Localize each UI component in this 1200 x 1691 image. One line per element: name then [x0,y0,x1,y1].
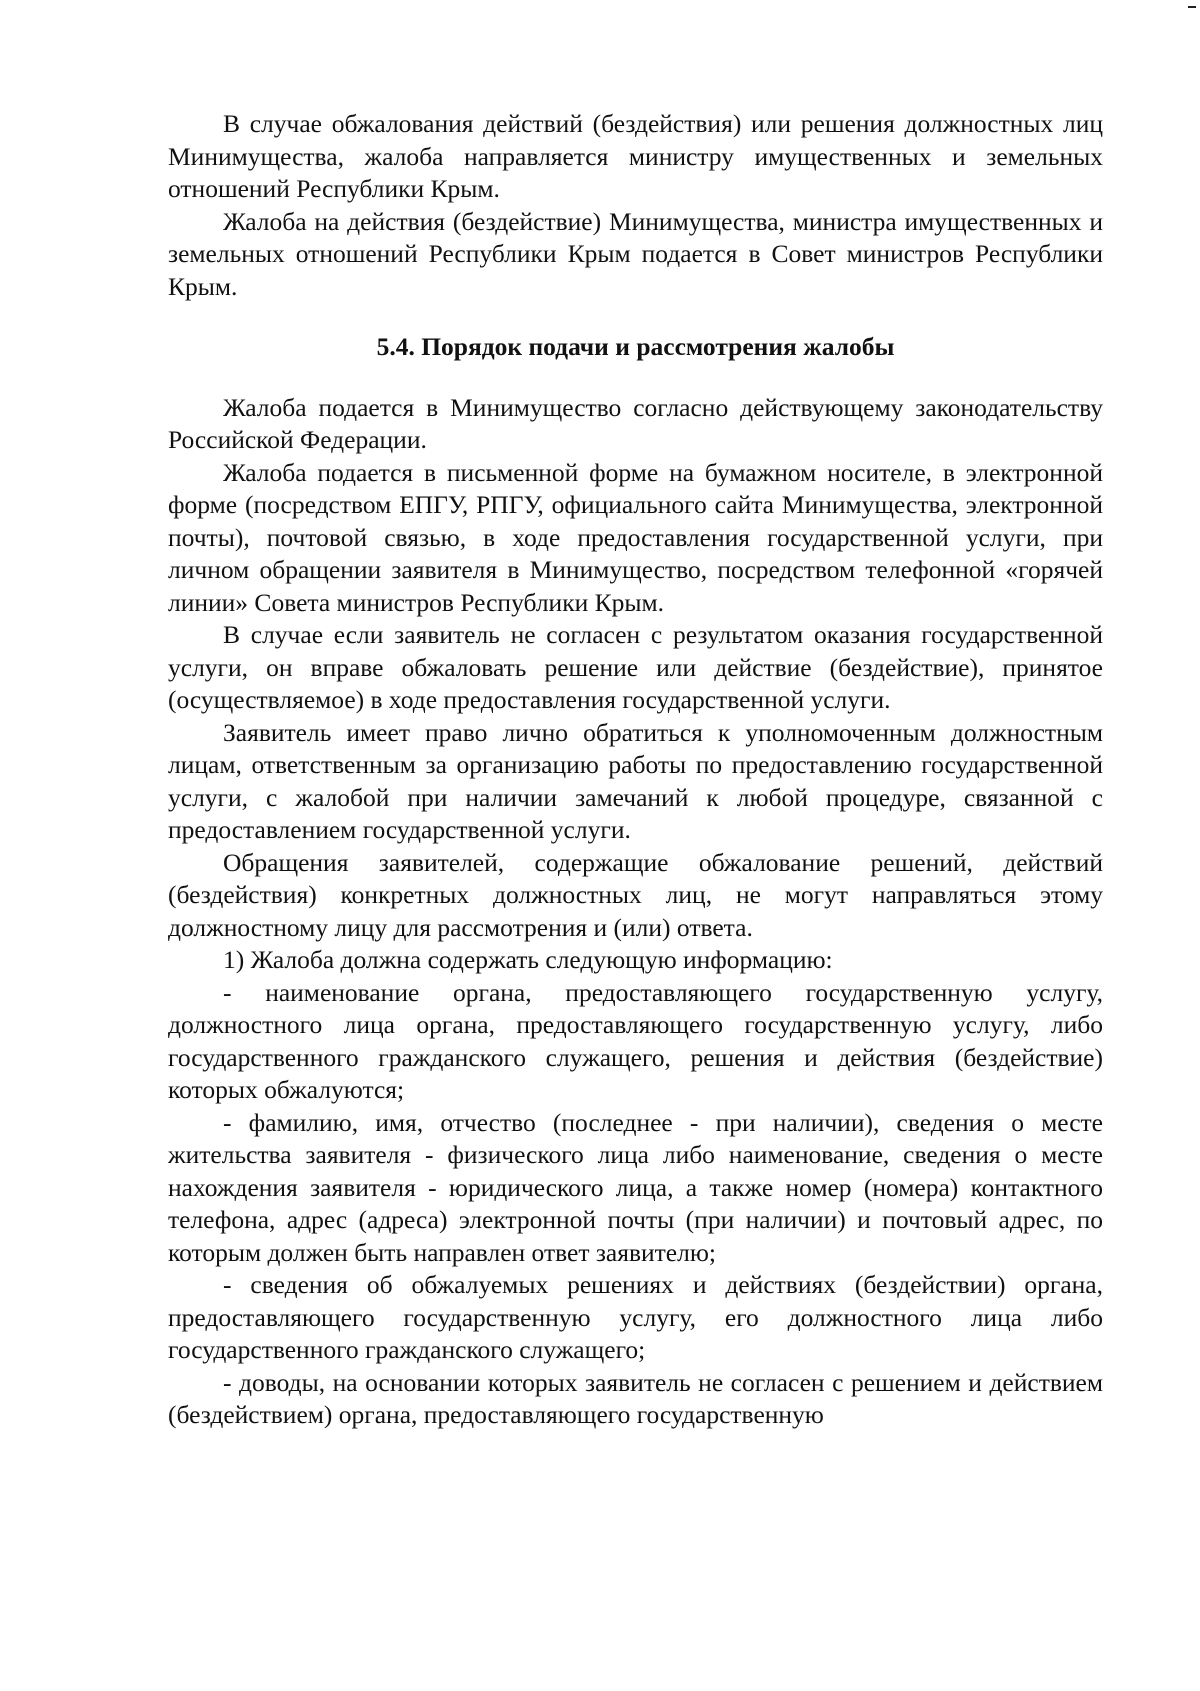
paragraph: Жалоба на действия (бездействие) Минимущества, министра имущественных и земельных отношений Республики Крым подается в Совет министров Республики Крым. [168,206,1103,301]
list-item: - сведения об обжалуемых решениях и действиях (бездействии) органа, предоставляющего государственную услугу, его должностного лица либо государственного гражданского служащего; [168,1270,1103,1364]
list-intro: 1) Жалоба должна содержать следующую информацию: [223,945,833,974]
document-body [168,108,1103,1432]
paragraph: В случае обжалования действий (бездействия) или решения должностных лиц Минимущества, жалоба направляется министру имущественных и земельных отношений Республики Крым. [168,109,1103,203]
list-item: - доводы, на основании которых заявитель не согласен с решением и действием (бездействием) органа, предоставляющего государственную [168,1367,1103,1429]
paragraph: Обращения заявителей, содержащие обжалование решений, действий (бездействия) конкретных должностных лиц, не могут направляться этому должностному лицу для рассмотрения и (или) ответа. [168,847,1103,942]
list-item: - наименование органа, предоставляющего государственную услугу, должностного лица органа, предоставляющего государственную услугу, либо государственного гражданского служащего, решения и действия (бездействие) которых обжалуются; [168,977,1103,1104]
paragraph: В случае если заявитель не согласен с результатом оказания государственной услуги, он вправе обжаловать решение или действие (бездействие), принятое (осуществляемое) в ходе предоставления государственной услуги. [168,620,1103,714]
paragraph: Жалоба подается в Минимущество согласно действующему законодательству Российской Федерации. [168,392,1103,454]
paragraph: Жалоба подается в письменной форме на бумажном носителе, в электронной форме (посредством ЕПГУ, РПГУ, официального сайта Минимущества, электронной почты), почтовой связью, в ходе предоставления государственной услуги, при личном обращении заявителя в Минимущество, посредством телефонной «горячей линии» Совета министров Республики Крым. [168,457,1103,617]
paragraph: Заявитель имеет право лично обратиться к уполномоченным должностным лицам, ответственным за организацию работы по предоставлению государственной услуги, с жалобой при наличии замечаний к любой процедуре, связанной с предоставлением государственной услуги. [168,717,1103,844]
list-item: - фамилию, имя, отчество (последнее - при наличии), сведения о месте жительства заявителя - физического лица либо наименование, сведения о месте нахождения заявителя - юридического лица, а также номер (номера) контактного телефона, адрес (адреса) электронной почты (при наличии) и почтовый адрес, по которым должен быть направлен ответ заявителю; [168,1107,1103,1267]
section-heading: 5.4. Порядок подачи и рассмотрения жалобы [376,332,895,361]
scan-edge-mark [1188,6,1196,8]
